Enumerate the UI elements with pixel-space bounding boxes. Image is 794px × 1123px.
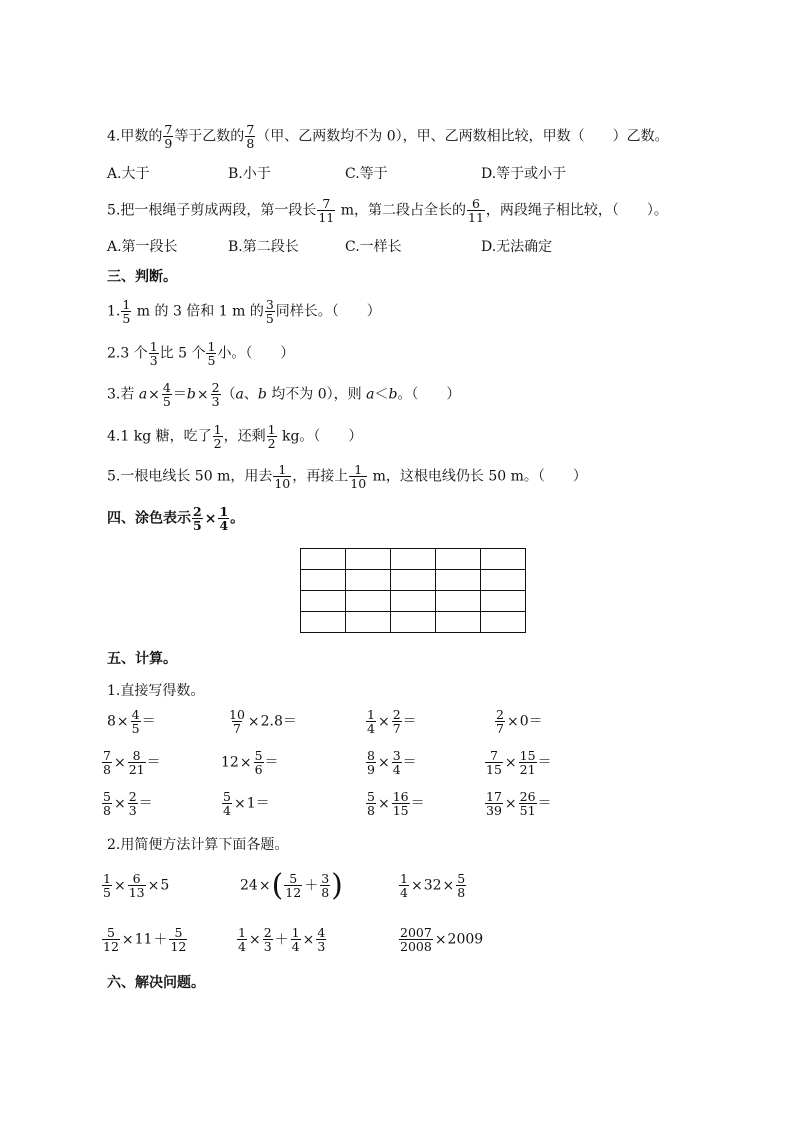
q5-option-d[interactable]: D.无法确定 [481,239,553,255]
whole: 32 [423,877,442,894]
equals: ＝ [146,754,161,771]
den: 8 [321,885,330,901]
j5-text: 5.一根电线长 50 m，用去 [107,468,273,485]
times: × [248,931,261,948]
fraction [218,505,229,532]
num: 1 [278,462,287,477]
num: 1 [367,707,375,722]
num: 7 [103,748,111,763]
den: 7 [392,721,401,737]
den: 4 [392,762,401,778]
den: 8 [367,803,375,819]
den: 7 [496,721,504,737]
plus: ＋ [304,877,319,894]
num: 26 [519,789,536,804]
j4-text: 4.1 kg 糖，吃了 [107,428,212,445]
q4-option-b[interactable]: B.小于 [228,166,271,182]
num: 8 [132,748,141,763]
fraction [128,790,138,817]
equals: ＝ [264,754,279,771]
calc-r1a [107,708,156,735]
den: 3 [263,939,272,955]
whole: 8 [107,713,116,730]
num: 2 [496,707,504,722]
fraction [392,708,402,735]
den: 8 [103,762,111,778]
num: 16 [392,789,409,804]
fraction [366,790,376,817]
judge-5 [107,463,587,490]
equals: ＝ [410,795,425,812]
fraction [485,790,503,817]
num: 8 [367,748,375,763]
num: 2007 [400,925,432,940]
num: 1 [400,871,408,886]
q5-option-c[interactable]: C.一样长 [345,239,402,255]
fraction [349,463,367,490]
fraction [366,708,376,735]
whole: 24 [240,877,258,894]
whole: 5 [160,877,170,894]
den: 15 [486,762,502,778]
num: 1 [238,925,246,940]
den: 5 [193,518,202,534]
j3-text: 、 [243,386,258,403]
num: 5 [106,925,115,940]
simplify-a [101,872,169,899]
num: 7 [164,122,173,137]
q4-option-d[interactable]: D.等于或小于 [481,166,567,182]
grid-cell[interactable] [391,570,436,591]
j3-text: 均不为 0），则 [266,386,367,403]
den: 6 [254,762,263,778]
num: 4 [162,380,171,395]
grid-cell[interactable] [301,612,346,633]
equals: ＝ [402,713,417,730]
fraction [206,340,216,367]
den: 3 [317,939,326,955]
num: 5 [174,925,183,940]
q4-option-c[interactable]: C.等于 [345,166,388,182]
plus: ＋ [153,931,168,948]
question-5 [107,197,668,224]
den: 10 [274,476,291,492]
den: 12 [285,885,302,901]
den: 4 [219,518,229,534]
times: × [204,510,217,527]
den: 39 [486,803,502,819]
grid-cell[interactable] [481,570,526,591]
var-a: a [366,386,375,403]
grid-cell[interactable] [481,612,526,633]
times: × [116,713,129,730]
times: × [442,877,455,894]
den: 51 [519,803,536,819]
den: 11 [318,210,335,226]
calc-r1c [365,708,417,735]
equals: ＝ [138,795,153,812]
whole: 0 [519,713,529,730]
den: 12 [170,939,187,955]
j3-text: （ [221,386,236,403]
section-3-title: 三、判断。 [107,269,177,285]
fraction [222,790,232,817]
fraction [267,423,277,450]
less-than: ＜ [374,386,389,403]
fraction [392,790,410,817]
var-b: b [388,386,398,403]
simplify-d [101,926,188,953]
times: × [113,877,126,894]
whole: 1 [246,795,256,812]
fraction [273,463,291,490]
times: × [121,931,134,948]
times: × [196,386,209,403]
den: 8 [103,803,111,819]
grid-cell[interactable] [346,549,391,570]
calc-r3b [221,790,270,817]
den: 5 [103,885,111,901]
s4-text: 。 [230,510,245,527]
j5-text: ，再接上 [292,468,349,485]
var-a: a [235,386,244,403]
judge-4 [107,423,362,450]
grid-cell[interactable] [301,591,346,612]
j1-text: 同样长。（ ） [275,303,381,320]
fraction [316,926,326,953]
fraction [467,197,485,224]
den: 2008 [400,939,432,955]
num: 5 [254,748,263,763]
calc-r3c [365,790,425,817]
j2-text: 小。（ ） [217,345,295,362]
times: × [239,754,252,771]
times: × [147,877,160,894]
fraction [456,872,466,899]
plus: ＋ [274,931,289,948]
subsection-direct: 1.直接写得数。 [107,683,205,699]
fraction [399,926,433,953]
den: 11 [468,210,484,226]
grid-row [301,549,526,570]
den: 9 [367,762,375,778]
coloring-grid [300,548,526,633]
fraction [245,123,255,150]
q5-option-a[interactable]: A.第一段长 [107,239,178,255]
equals: ＝ [537,754,552,771]
fraction [149,340,159,367]
den: 4 [238,939,246,955]
num: 7 [322,196,331,211]
grid-row [301,570,526,591]
equals: ＝ [141,713,156,730]
section-4-title [107,505,244,532]
calc-r2c [365,749,417,776]
den: 3 [211,394,220,410]
simplify-b [240,868,343,904]
fraction [102,790,112,817]
times: × [302,931,315,948]
j2-text: 比 5 个 [159,345,206,362]
times: × [410,877,423,894]
judge-2 [107,340,294,367]
den: 21 [128,762,145,778]
den: 5 [122,311,131,327]
times: × [233,795,246,812]
grid-cell[interactable] [346,591,391,612]
fraction [519,749,537,776]
fraction [495,708,505,735]
right-paren: ) [331,868,343,904]
num: 1 [103,871,111,886]
grid-cell[interactable] [436,591,481,612]
num: 2 [193,504,202,519]
num: 7 [489,748,498,763]
den: 10 [350,476,367,492]
section-6-title: 六、解决问题。 [107,975,205,991]
equals: ＝ [528,713,543,730]
num: 17 [486,789,502,804]
grid-row [301,591,526,612]
simplify-f [398,926,483,953]
grid-cell[interactable] [301,570,346,591]
whole: 2009 [447,931,484,948]
num: 1 [354,462,363,477]
den: 4 [291,939,300,955]
times: × [377,795,390,812]
num: 1 [213,422,222,437]
fraction [291,926,301,953]
grid-cell[interactable] [436,549,481,570]
var-a: a [138,386,148,403]
left-paren: ( [271,868,284,904]
grid-cell[interactable] [301,549,346,570]
num: 3 [392,748,401,763]
q4-option-a[interactable]: A.大于 [107,166,150,182]
num: 5 [367,789,375,804]
equals: ＝ [402,754,417,771]
grid-cell[interactable] [391,612,436,633]
calc-r2b [221,749,279,776]
fraction [317,197,335,224]
num: 1 [219,504,229,519]
fraction [121,298,131,325]
den: 7 [232,721,241,737]
grid-cell[interactable] [481,591,526,612]
den: 4 [223,803,231,819]
grid-cell[interactable] [346,570,391,591]
calc-r1b [227,708,297,735]
den: 8 [457,885,466,901]
num: 1 [207,339,216,354]
num: 5 [457,871,466,886]
equals: ＝ [255,795,270,812]
fraction [169,926,187,953]
q4-text: 4.甲数的 [107,128,163,145]
fraction [399,872,409,899]
den: 3 [128,803,137,819]
subsection-simplify: 2.用简便方法计算下面各题。 [107,837,289,853]
num: 2 [211,380,220,395]
j4-text: kg。（ ） [277,428,363,445]
s4-text: 四、涂色表示 [107,510,191,527]
den: 4 [400,885,408,901]
grid-cell[interactable] [481,549,526,570]
den: 5 [131,721,140,737]
num: 1 [267,422,276,437]
times: × [258,877,271,894]
fraction [102,749,112,776]
den: 9 [164,136,173,152]
num: 15 [519,748,536,763]
num: 2 [392,707,401,722]
times: × [113,795,126,812]
q5-option-b[interactable]: B.第二段长 [228,239,299,255]
num: 4 [131,707,140,722]
num: 7 [246,122,255,137]
calc-r3d [484,790,552,817]
num: 5 [289,871,298,886]
times: × [434,931,447,948]
grid-cell[interactable] [436,570,481,591]
fraction [228,708,246,735]
times: × [506,713,519,730]
fraction [284,872,302,899]
equals: ＝ [172,386,187,403]
num: 3 [321,871,330,886]
den: 4 [367,721,375,737]
num: 5 [223,789,231,804]
simplify-e [236,926,327,953]
num: 2 [128,789,137,804]
fraction [102,926,120,953]
times: × [377,754,390,771]
whole: 11 [134,931,153,948]
num: 5 [103,789,111,804]
den: 3 [149,353,158,369]
fraction [237,926,247,953]
section-5-title: 五、计算。 [107,651,177,667]
j3-text: 3.若 [107,386,139,403]
j4-text: ，还剩 [223,428,266,445]
q5-text: ，两段绳子相比较，（ ）。 [485,202,668,219]
calc-r1d [494,708,543,735]
equals: ＝ [282,713,297,730]
fraction [128,872,146,899]
q4-text: （甲、乙两数均不为 0），甲、乙两数相比较，甲数（ ）乙数。 [256,128,669,145]
calc-r2a [101,749,161,776]
calc-r3a [101,790,153,817]
question-4 [107,123,669,150]
times: × [504,754,517,771]
den: 5 [162,394,171,410]
grid-cell[interactable] [436,612,481,633]
num: 6 [471,196,480,211]
var-b: b [186,386,196,403]
q4-text: 等于乙数的 [174,128,245,145]
fraction [485,749,503,776]
j1-text: m 的 3 倍和 1 m 的 [132,303,264,320]
calc-r2d [484,749,552,776]
fraction [366,749,376,776]
den: 21 [519,762,536,778]
num: 6 [132,871,141,886]
fraction [162,381,172,408]
fraction [102,872,112,899]
den: 8 [246,136,255,152]
den: 15 [392,803,409,819]
j5-text: m，这根电线仍长 50 m。（ ） [368,468,587,485]
grid-cell[interactable] [346,612,391,633]
fraction [163,123,173,150]
grid-cell[interactable] [391,591,436,612]
j2-text: 2.3 个 [107,345,148,362]
fraction [254,749,264,776]
times: × [113,754,126,771]
j1-text: 1. [107,303,121,320]
fraction [213,423,223,450]
num: 4 [317,925,326,940]
q5-text: 5.把一根绳子剪成两段，第一段长 [107,202,317,219]
fraction [211,381,221,408]
fraction [131,708,141,735]
simplify-c [398,872,467,899]
times: × [504,795,517,812]
times: × [247,713,260,730]
whole: 12 [221,754,239,771]
judge-3 [107,381,460,408]
var-b: b [257,386,267,403]
fraction [392,749,402,776]
grid-row [301,612,526,633]
equals: ＝ [537,795,552,812]
q5-text: m，第二段占全长的 [336,202,466,219]
num: 1 [149,339,158,354]
fraction [320,872,330,899]
times: × [148,386,160,403]
den: 2 [267,436,276,452]
times: × [377,713,390,730]
fraction [192,505,203,532]
j3-text: 。（ ） [397,386,461,403]
den: 5 [265,311,274,327]
num: 1 [291,925,300,940]
num: 1 [122,297,131,312]
fraction [519,790,537,817]
den: 2 [213,436,222,452]
num: 3 [265,297,274,312]
judge-1 [107,298,381,325]
den: 5 [207,353,216,369]
fraction [265,298,275,325]
whole: 2.8 [260,713,283,730]
num: 10 [229,707,245,722]
den: 12 [103,939,119,955]
den: 13 [128,885,145,901]
grid-cell[interactable] [391,549,436,570]
fraction [128,749,146,776]
fraction [263,926,273,953]
num: 2 [263,925,272,940]
